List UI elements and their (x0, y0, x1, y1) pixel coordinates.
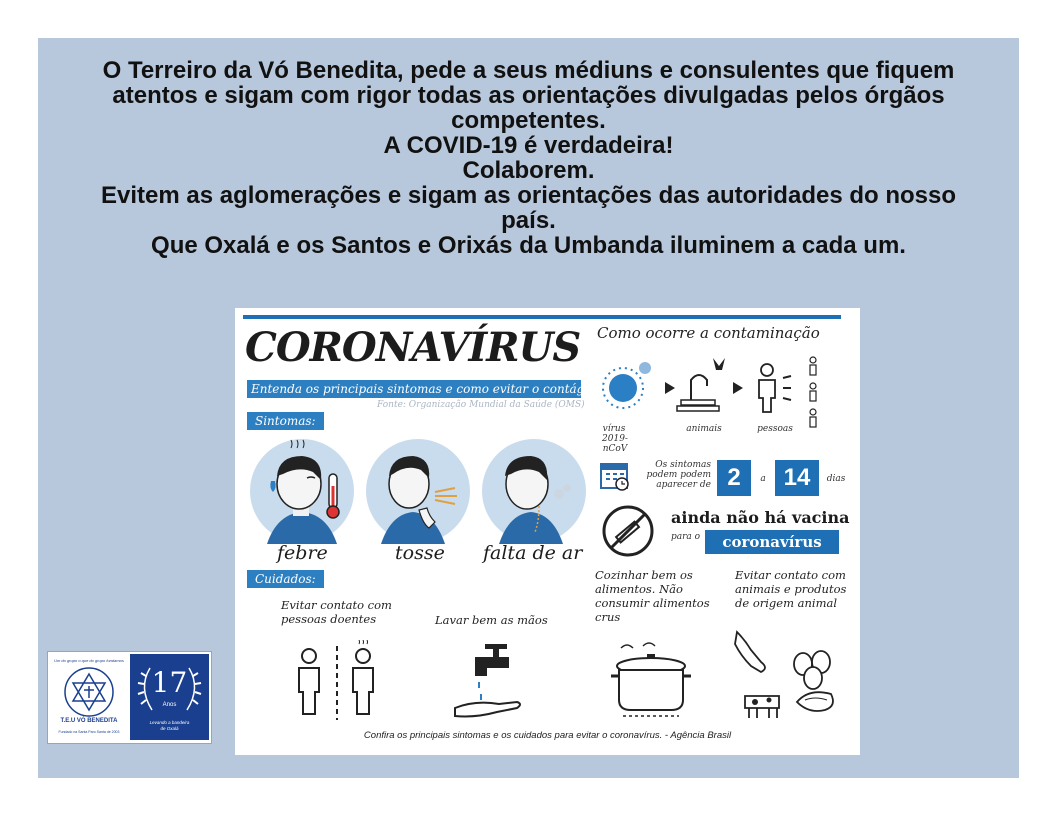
terreiro-logo (47, 651, 212, 744)
infographic-subtitle: Entenda os principais sintomas e como evitar o contágio (247, 380, 581, 398)
shortness-of-breath-icon (479, 436, 589, 546)
infographic-title: CORONAVÍRUS (245, 324, 581, 371)
incubation-min-days: 2 (717, 460, 751, 496)
infographic-top-bar (243, 315, 841, 319)
message-line: A COVID-19 é verdadeira! (383, 132, 674, 159)
care-tag: Cuidados: (247, 570, 324, 588)
message-line: competentes. (451, 107, 606, 134)
message-line: O Terreiro da Vó Benedita, pede a seus médiuns e consulentes que fiquem (102, 57, 955, 84)
slide-panel (38, 38, 1019, 778)
contamination-title: Como ocorre a contaminação (597, 324, 820, 342)
infographic-caption: Confira os principais sintomas e os cuidados para evitar o coronavírus. - Agência Brasil (363, 730, 732, 741)
logo-motto: Um do grupo o que do grupo fundamos (54, 658, 124, 663)
logo-founded: Fundado na Santa Paro Santa de 2003 (58, 730, 120, 734)
logo-anniversary-word: Anos (162, 702, 177, 708)
care-animals-text: Evitar contato com animais e produtos de origem animal (735, 568, 847, 610)
incubation-unit: dias (826, 474, 846, 484)
care-cook-text: Cozinhar bem os alimentos. Não consumir alimentos crus (595, 568, 710, 624)
virus-code: 2019-nCoV (602, 434, 628, 454)
cooking-pot-icon (607, 638, 697, 722)
vaccine-target: coronavírus (705, 530, 839, 554)
avoid-sick-people-icon (287, 640, 407, 724)
care-hands-text: Lavar bem as mãos (435, 613, 548, 627)
logo-org-name: T.E.U VÓ BENEDITA (60, 718, 118, 724)
no-vaccine-icon (601, 504, 655, 558)
vaccine-headline: ainda não há vacina (671, 508, 850, 527)
star-of-david-icon (63, 666, 115, 718)
incubation-text: Os sintomas podem podem aparecer de (646, 460, 711, 490)
message-line: Que Oxalá e os Santos e Orixás da Umbanda iluminem a cada um. (151, 232, 906, 259)
message-line: Colaborem. (462, 157, 595, 184)
logo-anniversary-number: 17 (151, 666, 188, 699)
symptoms-tag: Sintomas: (247, 412, 324, 430)
people-label: pessoas (757, 424, 793, 434)
cough-icon (363, 436, 473, 546)
symptom-label-tosse: tosse (395, 542, 445, 564)
logo-tagline: Levando a bandeira de Oxalá (149, 720, 190, 731)
faucet-handwash-icon (445, 638, 545, 722)
vaccine-para: para o (671, 532, 701, 542)
incubation-max-days: 14 (775, 460, 819, 496)
infographic-source: Fonte: Organização Mundial da Saúde (OMS) (377, 400, 585, 410)
logo-right-panel (130, 654, 209, 740)
message-line: atentos e sigam com rigor todas as orientações divulgadas pelos órgãos (112, 82, 945, 109)
symptom-label-febre: febre (277, 542, 328, 564)
announcement-text (38, 58, 1019, 258)
virus-label: vírus (602, 424, 626, 434)
message-line: Evitem as aglomerações e sigam as orientações das autoridades do nosso (101, 182, 956, 209)
fever-icon (247, 436, 357, 546)
animals-label: animais (686, 424, 722, 434)
care-contact-text: Evitar contato com pessoas doentes (281, 598, 392, 626)
logo-left-panel (50, 654, 128, 740)
coronavirus-infographic (235, 308, 860, 755)
animal-products-icon (731, 626, 843, 722)
symptom-label-falta-de-ar: falta de ar (483, 542, 583, 564)
incubation-separator: a (760, 474, 766, 484)
calendar-icon (599, 460, 631, 492)
message-line: país. (501, 207, 556, 234)
